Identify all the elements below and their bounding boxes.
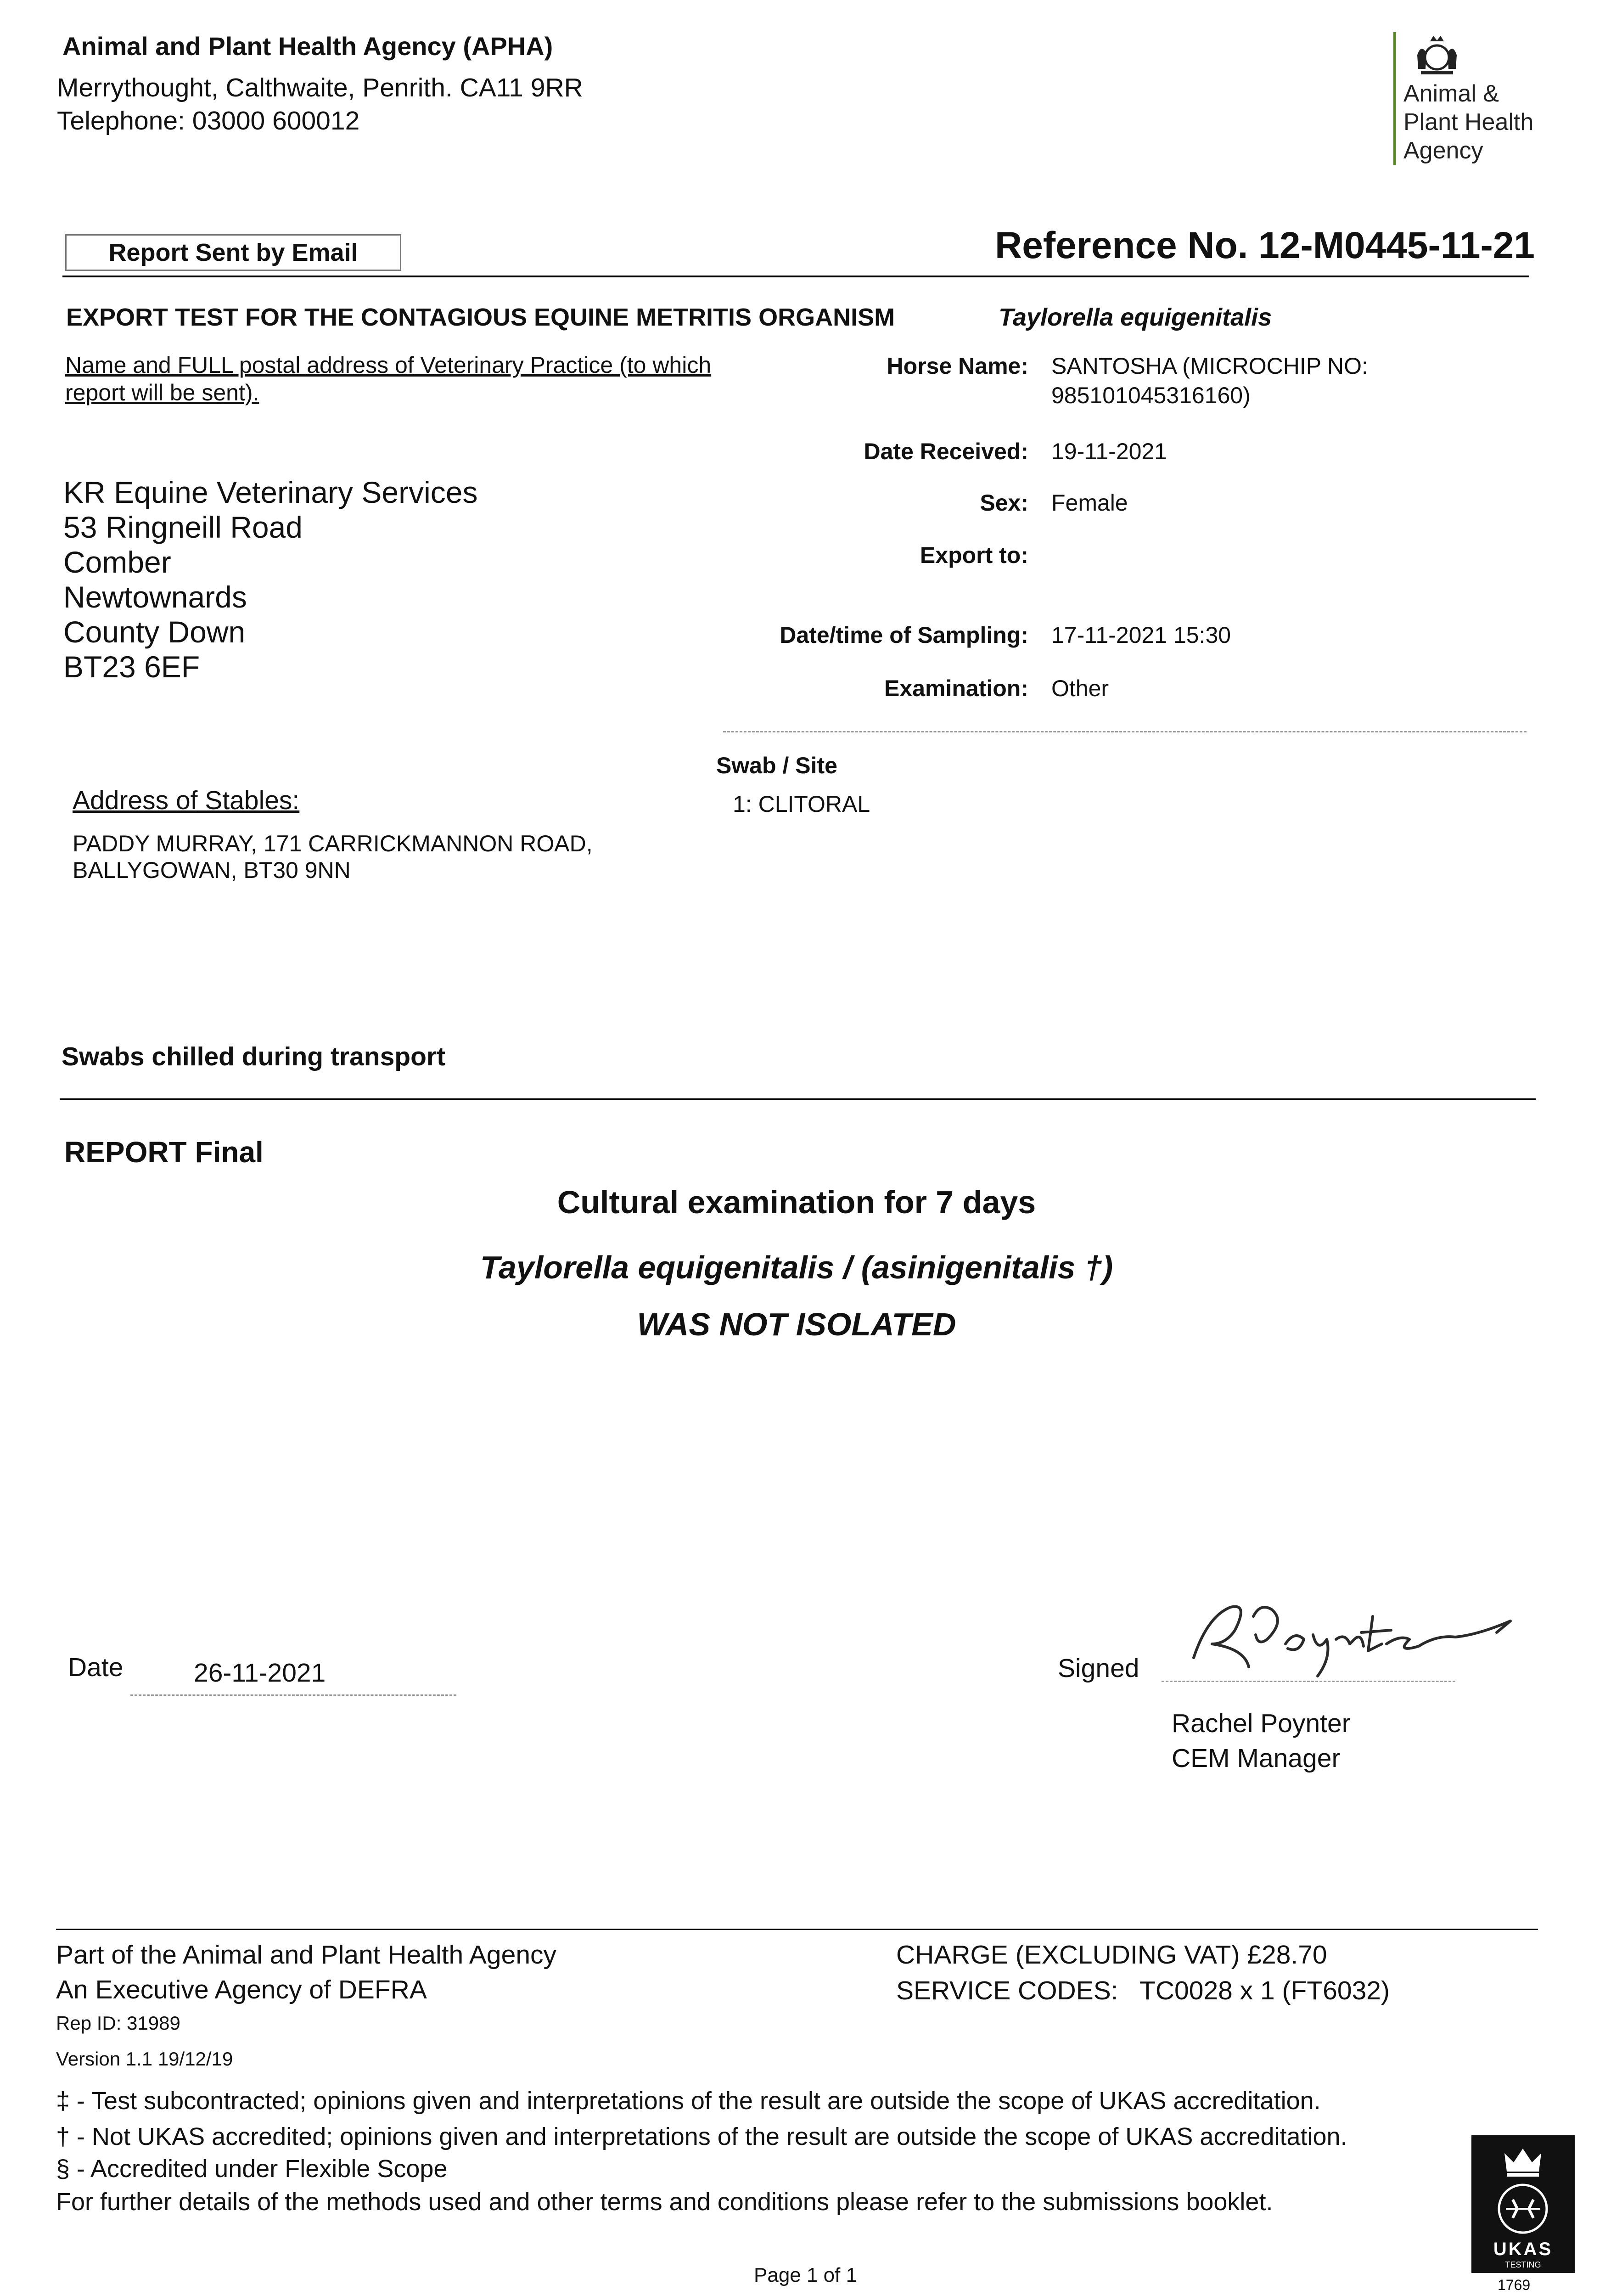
practice-address-line: Newtownards [63, 580, 247, 614]
test-title: EXPORT TEST FOR THE CONTAGIOUS EQUINE METRITIS ORGANISM [66, 304, 895, 331]
ukas-logo [1471, 2135, 1575, 2273]
stables-address-line2: BALLYGOWAN, BT30 9NN [73, 857, 351, 883]
reference-number: Reference No. 12-M0445-11-21 [995, 225, 1535, 266]
examination-value: Other [1051, 675, 1109, 701]
apha-logo [1393, 32, 1568, 170]
practice-address-line: BT23 6EF [63, 650, 200, 684]
royal-crest-icon [1412, 32, 1462, 78]
footnote-subcontracted: ‡ - Test subcontracted; opinions given and interpretations of the result are outside the scope of UKAS accreditation. [56, 2087, 1321, 2115]
practice-instruction-line1: Name and FULL postal address of Veterinary Practice (to which [65, 352, 712, 378]
signed-label: Signed [1058, 1654, 1139, 1683]
agency-name: Animal and Plant Health Agency (APHA) [62, 32, 553, 61]
footnote-flexible-scope: § - Accredited under Flexible Scope [56, 2155, 448, 2183]
practice-address-line: Comber [63, 545, 171, 579]
footer-agency-line: Part of the Animal and Plant Health Agency [56, 1940, 557, 1970]
signatory-title: CEM Manager [1172, 1744, 1341, 1773]
signature [1180, 1589, 1538, 1690]
footer-divider [56, 1929, 1538, 1930]
header-divider [62, 276, 1529, 277]
logo-line-2: Plant Health [1403, 109, 1534, 135]
date-underline [130, 1694, 456, 1696]
signature-underline [1162, 1681, 1455, 1682]
footnote-further-details: For further details of the methods used and other terms and conditions please refer to the submissions booklet. [56, 2188, 1273, 2216]
logo-line-3: Agency [1403, 137, 1483, 164]
logo-line-1: Animal & [1403, 80, 1499, 107]
service-codes: SERVICE CODES: TC0028 x 1 (FT6032) [896, 1976, 1390, 2005]
sampling-value: 17-11-2021 15:30 [1051, 622, 1231, 648]
horse-name-value-line2: 985101045316160) [1051, 383, 1251, 408]
transport-note: Swabs chilled during transport [62, 1042, 446, 1071]
examination-label: Examination: [884, 675, 1028, 701]
footnote-not-accredited: † - Not UKAS accredited; opinions given and interpretations of the result are outside the scope of UKAS accreditation. [56, 2123, 1347, 2150]
date-value: 26-11-2021 [194, 1658, 326, 1688]
version: Version 1.1 19/12/19 [56, 2048, 233, 2070]
agency-telephone: Telephone: 03000 600012 [57, 106, 360, 135]
export-to-label: Export to: [920, 542, 1028, 568]
sex-label: Sex: [980, 490, 1028, 516]
report-line-1: Cultural examination for 7 days [557, 1184, 1036, 1220]
details-divider [723, 731, 1527, 732]
tick-mark-icon [1490, 2181, 1556, 2236]
date-received-value: 19-11-2021 [1051, 439, 1167, 464]
signatory-name: Rachel Poynter [1172, 1709, 1351, 1738]
ukas-sub: TESTING [1505, 2260, 1541, 2269]
page-number: Page 1 of 1 [754, 2264, 858, 2286]
practice-instruction-line2: report will be sent). [65, 380, 259, 405]
agency-address: Merrythought, Calthwaite, Penrith. CA11 9RR [57, 73, 583, 102]
practice-address-line: KR Equine Veterinary Services [63, 475, 478, 509]
report-heading: REPORT Final [64, 1136, 264, 1169]
ukas-text: UKAS [1493, 2239, 1553, 2259]
ukas-number: 1769 [1498, 2277, 1531, 2293]
date-received-label: Date Received: [864, 439, 1028, 464]
report-line-3: WAS NOT ISOLATED [637, 1306, 956, 1342]
test-organism: Taylorella equigenitalis [999, 304, 1272, 331]
charge: CHARGE (EXCLUDING VAT) £28.70 [896, 1940, 1327, 1970]
stables-label: Address of Stables: [73, 786, 300, 815]
sampling-label: Date/time of Sampling: [780, 622, 1028, 648]
swab-item: 1: CLITORAL [733, 791, 870, 817]
practice-address-line: County Down [63, 615, 246, 649]
horse-name-label: Horse Name: [887, 353, 1028, 379]
footer-defra-line: An Executive Agency of DEFRA [56, 1975, 427, 2004]
stables-address-line1: PADDY MURRAY, 171 CARRICKMANNON ROAD, [73, 831, 593, 856]
report-line-2: Taylorella equigenitalis / (asinigenitalis †) [480, 1249, 1113, 1285]
sent-by-email-badge: Report Sent by Email [65, 234, 401, 271]
crown-icon [1500, 2142, 1546, 2178]
section-divider [60, 1098, 1536, 1100]
rep-id: Rep ID: 31989 [56, 2012, 180, 2034]
practice-address-line: 53 Ringneill Road [63, 510, 303, 544]
date-label: Date [68, 1653, 123, 1682]
horse-name-value-line1: SANTOSHA (MICROCHIP NO: [1051, 353, 1368, 379]
sex-value: Female [1051, 490, 1128, 516]
swab-header: Swab / Site [716, 753, 837, 778]
